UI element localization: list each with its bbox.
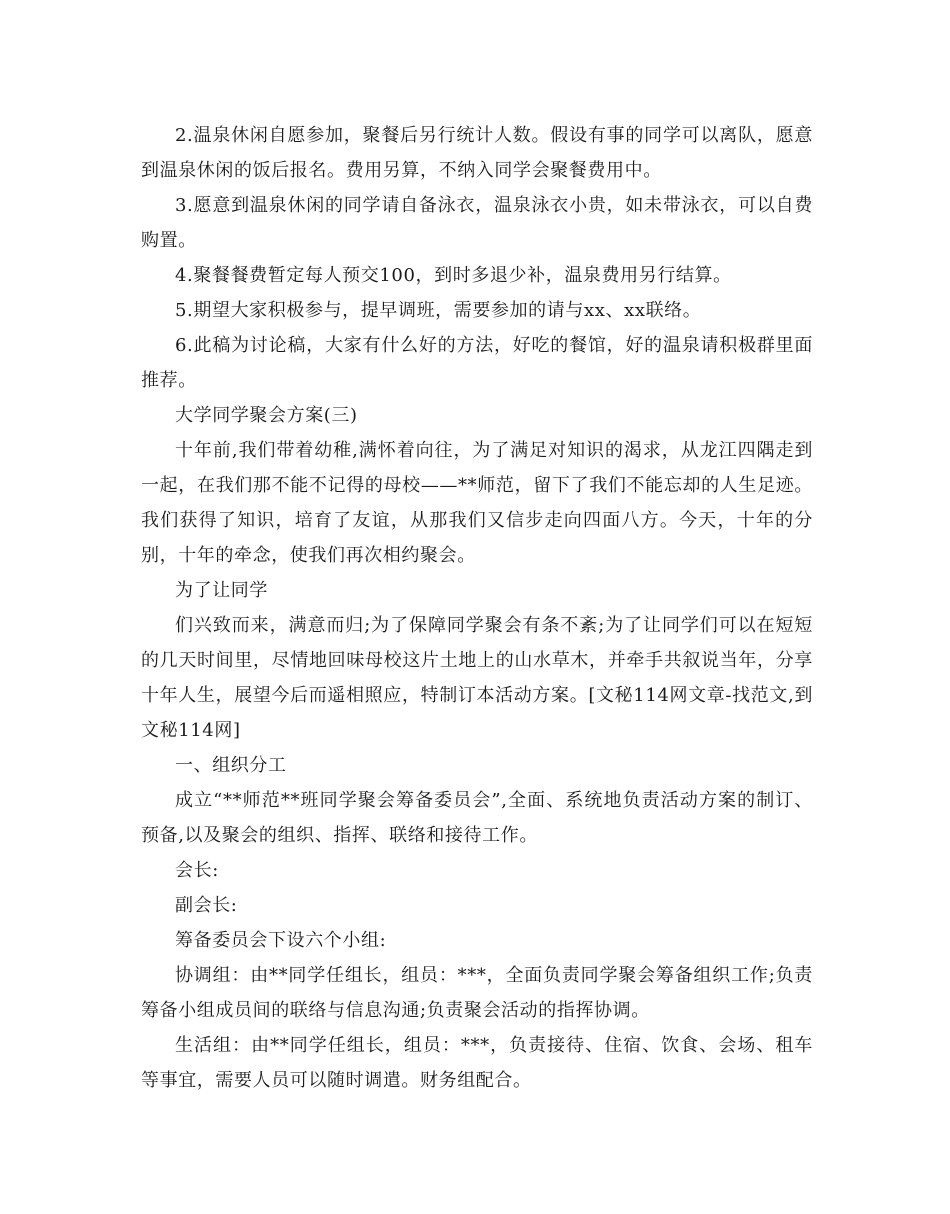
paragraph-vice-president: 副会长: xyxy=(175,895,238,916)
paragraph-six-groups: 筹备委员会下设六个小组: xyxy=(175,930,387,951)
paragraph-coordination-group: 协调组：由**同学任组长，组员：***，全面负责同学聚会筹备组织工作;负责筹备小组成员间的联络与信息沟通;负责聚会活动的指挥协调。 xyxy=(141,965,813,1021)
paragraph-item-6: 6.此稿为讨论稿，大家有什么好的方法，好吃的餐馆，好的温泉请积极群里面推荐。 xyxy=(141,335,813,391)
paragraph-logistics-group: 生活组：由**同学任组长，组员：***，负责接待、住宿、饮食、会场、租车等事宜，需要人员可以随时调遣。财务组配合。 xyxy=(141,1035,813,1091)
paragraph-item-4: 4.聚餐餐费暂定每人预交100，到时多退少补，温泉费用另行结算。 xyxy=(175,265,732,286)
paragraph-president: 会长: xyxy=(175,860,219,881)
document-body xyxy=(141,118,813,1098)
paragraph-item-2: 2.温泉休闲自愿参加，聚餐后另行统计人数。假设有事的同学可以离队，愿意到温泉休闲的饭后报名。费用另算，不纳入同学会聚餐费用中。 xyxy=(141,125,813,181)
paragraph-ten-years-ago: 十年前,我们带着幼稚,满怀着向往，为了满足对知识的渴求，从龙江四隅走到一起，在我们那不能不记得的母校——**师范，留下了我们不能忘却的人生足迹。我们获得了知识，培育了友谊，从那我们又信步走向四面八方。今天，十年的分别，十年的牵念，使我们再次相约聚会。 xyxy=(141,440,813,566)
section-heading-plan-three: 大学同学聚会方案(三) xyxy=(175,405,358,426)
paragraph-committee-establishment: 成立“**师范**班同学聚会筹备委员会”,全面、系统地负责活动方案的制订、预备,以及聚会的组织、指挥、联络和接待工作。 xyxy=(141,790,813,846)
paragraph-for-classmates-fragment: 为了让同学 xyxy=(175,580,268,601)
section-heading-organization: 一、组织分工 xyxy=(175,755,287,776)
paragraph-plan-purpose: 们兴致而来，满意而归;为了保障同学聚会有条不紊;为了让同学们可以在短短的几天时间里，尽情地回味母校这片土地上的山水草木，并牵手共叙说当年，分享十年人生，展望今后而遥相照应，特制订本活动方案。[文秘114网文章-找范文,到文秘114网] xyxy=(141,615,814,741)
paragraph-item-5: 5.期望大家积极参与，提早调班，需要参加的请与xx、xx联络。 xyxy=(175,300,702,321)
paragraph-item-3: 3.愿意到温泉休闲的同学请自备泳衣，温泉泳衣小贵，如未带泳衣，可以自费购置。 xyxy=(141,195,813,251)
